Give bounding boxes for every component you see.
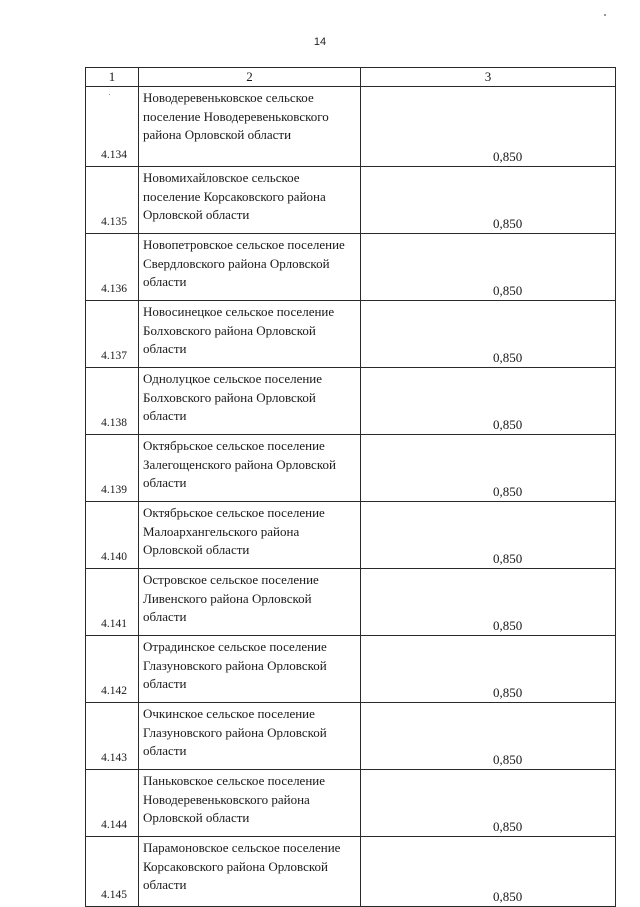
settlement-name: Островское сельское поселение Ливенского района Орловской области (139, 569, 361, 636)
table-row (86, 301, 616, 368)
coefficient-value: 0,850 (361, 301, 616, 368)
coefficient-value: 0,850 (361, 703, 616, 770)
settlement-name: Новомихайловское сельское поселение Корсаковского района Орловской области (139, 167, 361, 234)
row-number: 4.142 (86, 636, 139, 703)
scan-speck (604, 14, 606, 16)
settlement-name: Парамоновское сельское поселение Корсаковского района Орловской области (139, 837, 361, 907)
table-row (86, 703, 616, 770)
table-row (86, 368, 616, 435)
settlement-name: Паньковское сельское поселение Новодеревеньковского района Орловской области (139, 770, 361, 837)
row-number: 4.144 (86, 770, 139, 837)
column-header: 3 (361, 68, 616, 87)
row-number: 4.140 (86, 502, 139, 569)
settlement-name: Однолуцкое сельское поселение Болховского района Орловской области (139, 368, 361, 435)
settlement-name: Новосинецкое сельское поселение Болховского района Орловской области (139, 301, 361, 368)
row-number: 4.138 (86, 368, 139, 435)
table-row (86, 502, 616, 569)
settlement-name: Октябрьское сельское поселение Малоархангельского района Орловской области (139, 502, 361, 569)
row-number: 4.137 (86, 301, 139, 368)
coefficient-value: 0,850 (361, 837, 616, 907)
scan-speck (109, 94, 110, 95)
page-number: 14 (313, 36, 327, 48)
settlement-name: Новодеревеньковское сельское поселение Новодеревеньковского района Орловской области (139, 87, 361, 167)
settlement-name: Очкинское сельское поселение Глазуновского района Орловской области (139, 703, 361, 770)
table-header-row (86, 68, 616, 87)
row-number: 4.134 (86, 87, 139, 167)
table-row (86, 167, 616, 234)
table-row (86, 636, 616, 703)
row-number: 4.135 (86, 167, 139, 234)
column-header: 2 (139, 68, 361, 87)
table-row (86, 435, 616, 502)
coefficient-value: 0,850 (361, 234, 616, 301)
table-row (86, 770, 616, 837)
coefficient-value: 0,850 (361, 87, 616, 167)
coefficient-value: 0,850 (361, 569, 616, 636)
coefficient-value: 0,850 (361, 435, 616, 502)
row-number: 4.139 (86, 435, 139, 502)
coefficient-value: 0,850 (361, 636, 616, 703)
coefficient-value: 0,850 (361, 368, 616, 435)
row-number: 4.145 (86, 837, 139, 907)
coefficient-value: 0,850 (361, 502, 616, 569)
coefficient-value: 0,850 (361, 167, 616, 234)
table-row (86, 569, 616, 636)
settlement-name: Новопетровское сельское поселение Свердловского района Орловской области (139, 234, 361, 301)
settlement-name: Отрадинское сельское поселение Глазуновского района Орловской области (139, 636, 361, 703)
column-header: 1 (86, 68, 139, 87)
coefficient-value: 0,850 (361, 770, 616, 837)
row-number: 4.141 (86, 569, 139, 636)
table-row (86, 234, 616, 301)
table-row (86, 87, 616, 167)
settlements-table (85, 67, 616, 907)
row-number: 4.136 (86, 234, 139, 301)
table-row (86, 837, 616, 907)
row-number: 4.143 (86, 703, 139, 770)
settlement-name: Октябрьское сельское поселение Залегощенского района Орловской области (139, 435, 361, 502)
